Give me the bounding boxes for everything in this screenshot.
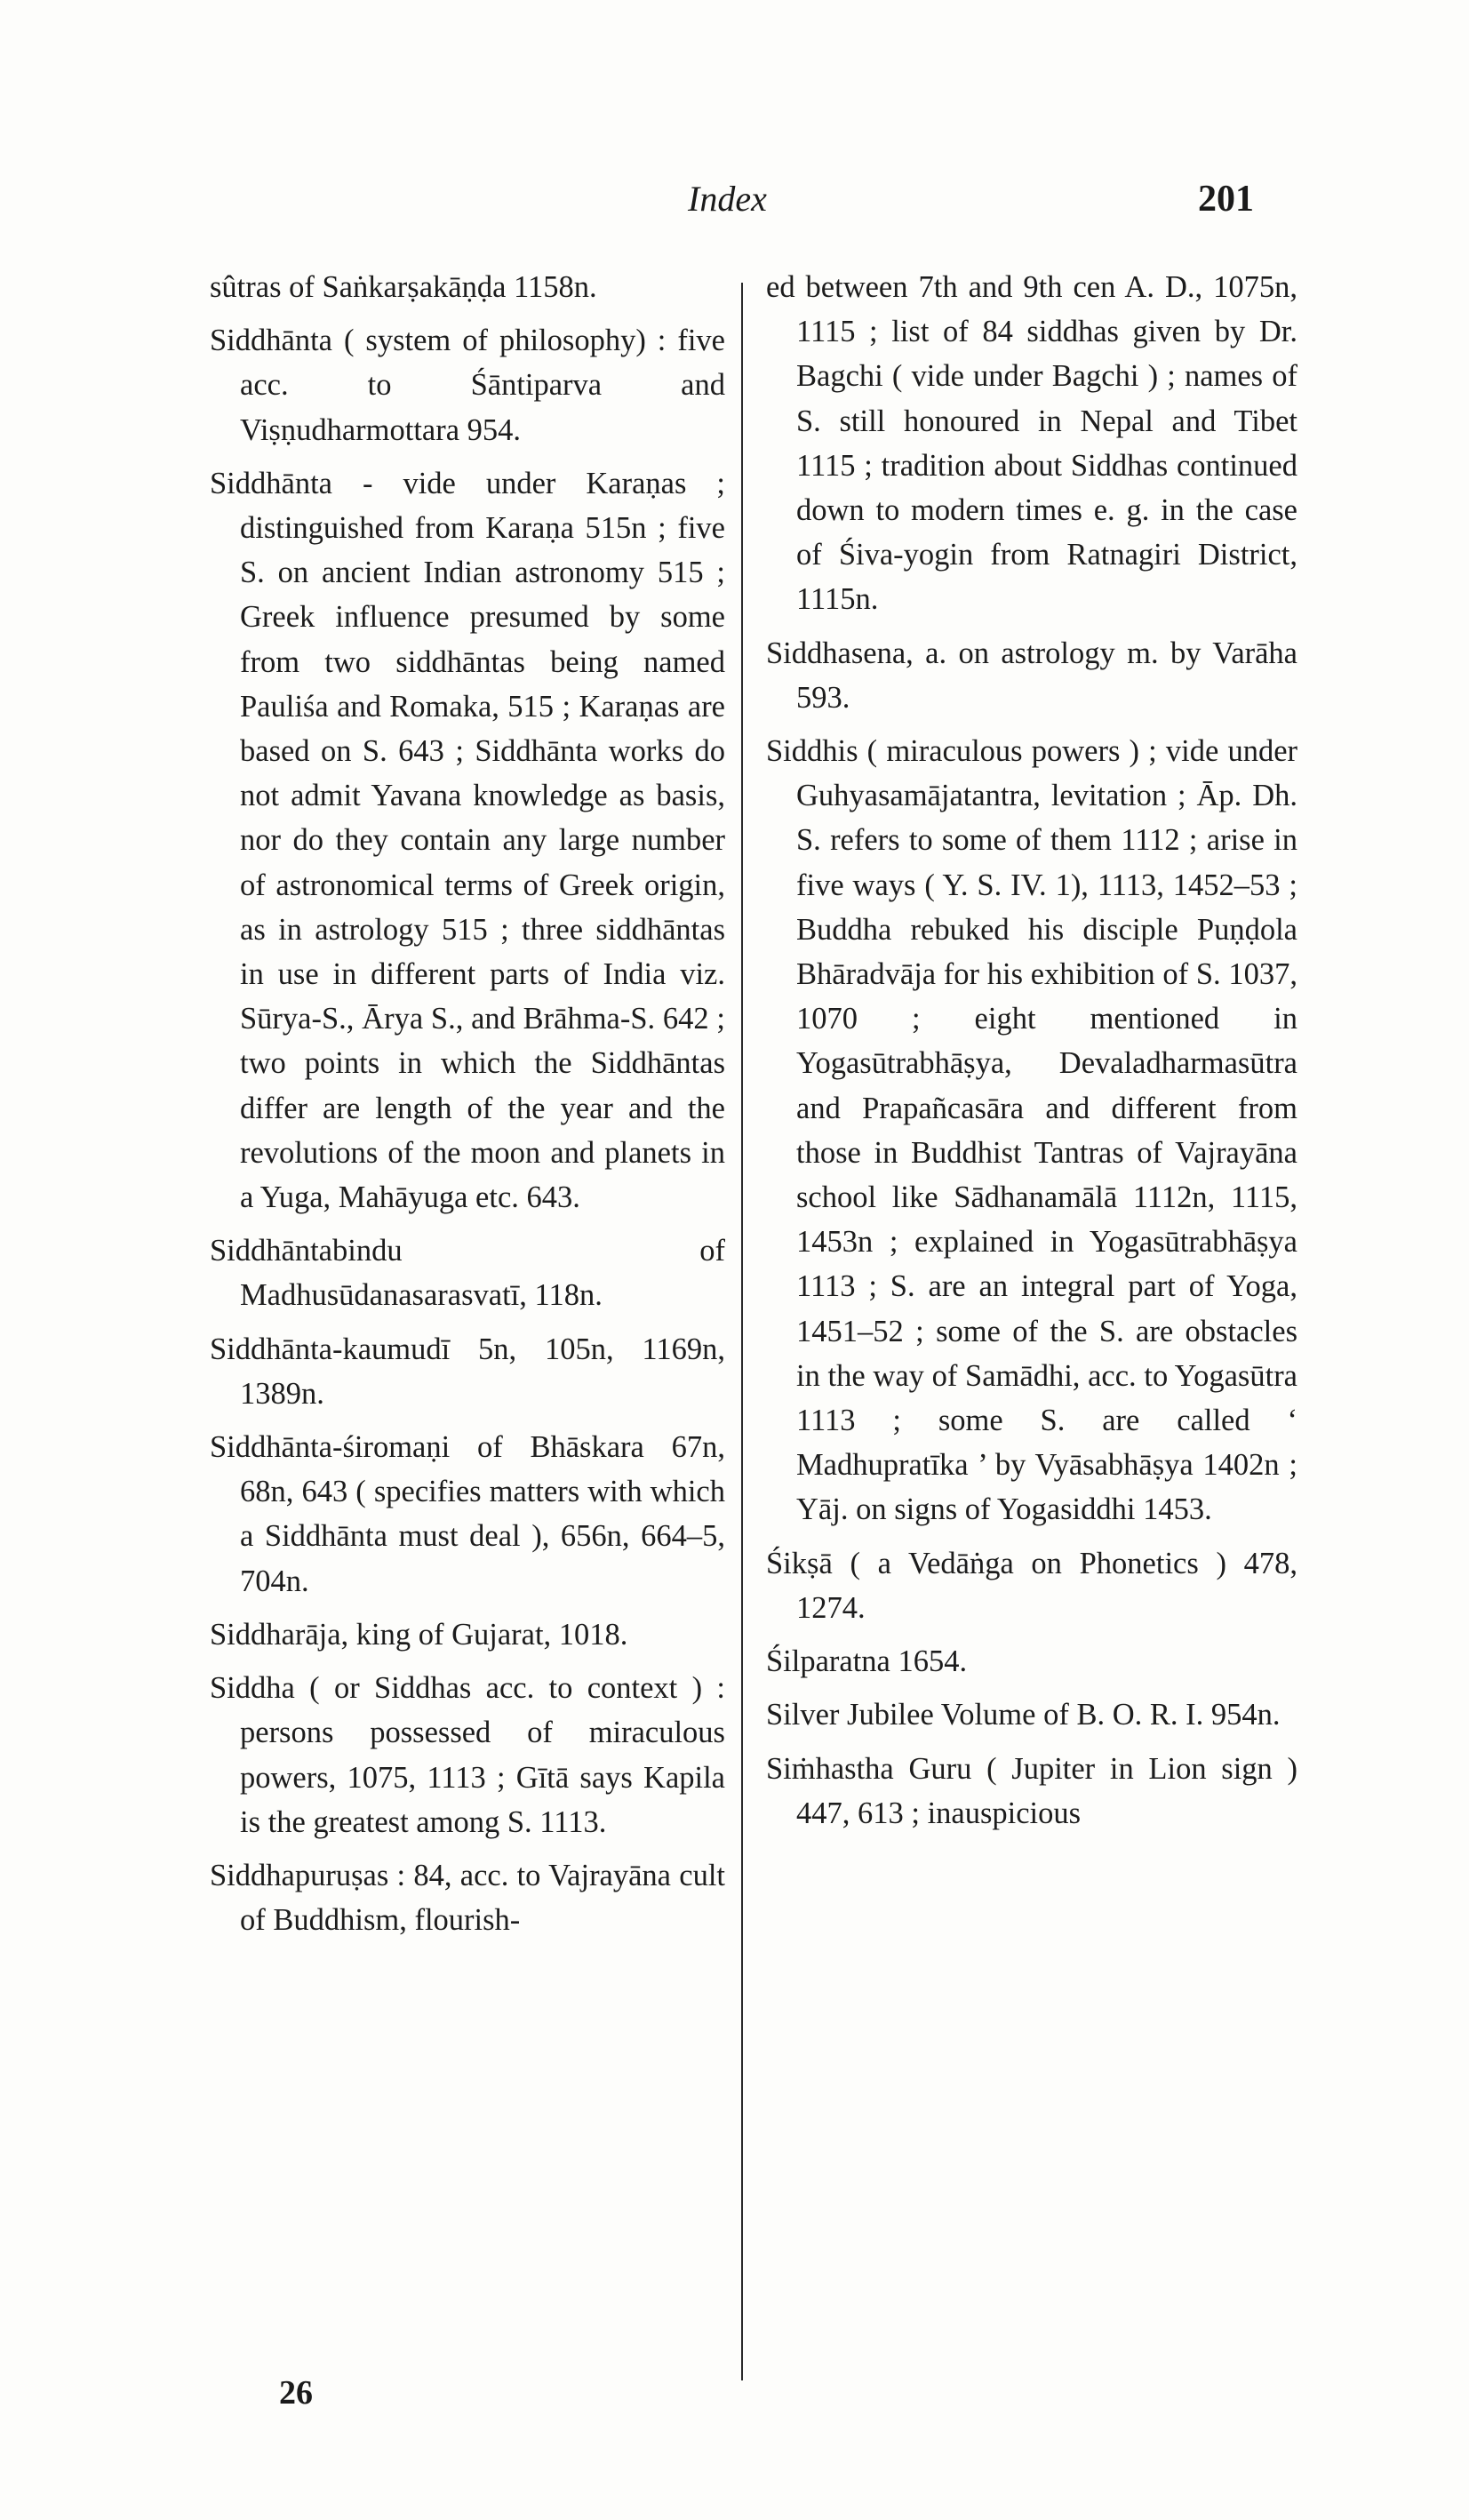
left-column [210, 265, 725, 1951]
running-head-title: Index [688, 179, 767, 219]
index-entry: Siddhis ( miraculous powers ) ; vide under Guhyasamājatantra, levitation ; Āp. Dh. S. refers to some of them 1112 ; arise in five ways ( Y. S. IV. 1), 1113, 1452–53 ; Buddha rebuked his disciple Puṇḍola Bhāradvāja for his exhibition of S. 1037, 1070 ; eight mentioned in Yogasūtrabhāṣya, Devaladharmasūtra and Prapañcasāra and different from those in Buddhist Tantras of Vajrayāna school like Sādhanamālā 1112n, 1115, 1453n ; explained in Yogasūtrabhāṣya 1113 ; S. are an integral part of Yoga, 1451–52 ; some of the S. are obstacles in the way of Samādhi, acc. to Yogasūtra 1113 ; some S. are called ‘ Madhupratīka ’ by Vyāsabhāṣya 1402n ; Yāj. on signs of Yogasiddhi 1453. [766, 734, 1297, 1527]
index-entry: Siddhānta-śiromaṇi of Bhāskara 67n, 68n, 643 ( specifies matters with which a Siddhānta must deal ), 656n, 664–5, 704n. [210, 1430, 725, 1598]
index-entry: Siddhānta-kaumudī 5n, 105n, 1169n, 1389n. [210, 1332, 725, 1411]
index-entry: Śilparatna 1654. [766, 1644, 968, 1679]
index-entry: sûtras of Saṅkarṣakāṇḍa 1158n. [210, 270, 597, 304]
index-entry: Siddhasena, a. on astrology m. by Varāha 593. [766, 636, 1297, 715]
index-entry: Siddharāja, king of Gujarat, 1018. [210, 1617, 628, 1652]
index-entry: Siddhānta - vide under Karaṇas ; distinguished from Karaṇa 515n ; five S. on ancient Indian astronomy 515 ; Greek influence presumed by some from two siddhāntas being named Pauliśa and Romaka, 515 ; Karaṇas are based on S. 643 ; Siddhānta works do not admit Yavana knowledge as basis, nor do they contain any large number of astronomical terms of Greek origin, as in astrology 515 ; three siddhāntas in use in different parts of India viz. Sūrya-S., Ārya S., and Brāhma-S. 642 ; two points in which the Siddhāntas differ are length of the year and the revolutions of the moon and planets in a Yuga, Mahāyuga etc. 643. [210, 466, 725, 1215]
index-entry: Siṁhastha Guru ( Jupiter in Lion sign ) 447, 613 ; inauspicious [766, 1751, 1297, 1830]
right-column [766, 265, 1297, 1844]
index-entry: Siddhāntabindu of Madhusūdanasarasvatī, 118n. [210, 1234, 725, 1313]
index-entry: Silver Jubilee Volume of B. O. R. I. 954n. [766, 1698, 1281, 1732]
index-entry: Siddha ( or Siddhas acc. to context ) : persons possessed of miraculous powers, 1075, 1113 ; Gītā says Kapila is the greatest among S. 1113. [210, 1671, 725, 1839]
column-divider [741, 283, 743, 2380]
index-entry: Siddhānta ( system of philosophy) : five acc. to Śāntiparva and Viṣṇudharmottara 954. [210, 324, 725, 447]
page-number: 201 [1198, 179, 1254, 220]
index-entry: Siddhapuruṣas : 84, acc. to Vajrayāna cult of Buddhism, flourish- [210, 1858, 725, 1938]
index-entry: Śikṣā ( a Vedāṅga on Phonetics ) 478, 1274. [766, 1546, 1297, 1625]
signature-mark: 26 [279, 2374, 313, 2412]
running-head [0, 178, 1469, 231]
index-entry-continued: ed between 7th and 9th cen A. D., 1075n, 1115 ; list of 84 siddhas given by Dr. Bagchi ( vide under Bagchi ) ; names of S. still honoured in Nepal and Tibet 1115 ; tradition about Siddhas continued down to modern times e. g. in the case of Śiva-yogin from Ratnagiri District, 1115n. [766, 270, 1297, 617]
